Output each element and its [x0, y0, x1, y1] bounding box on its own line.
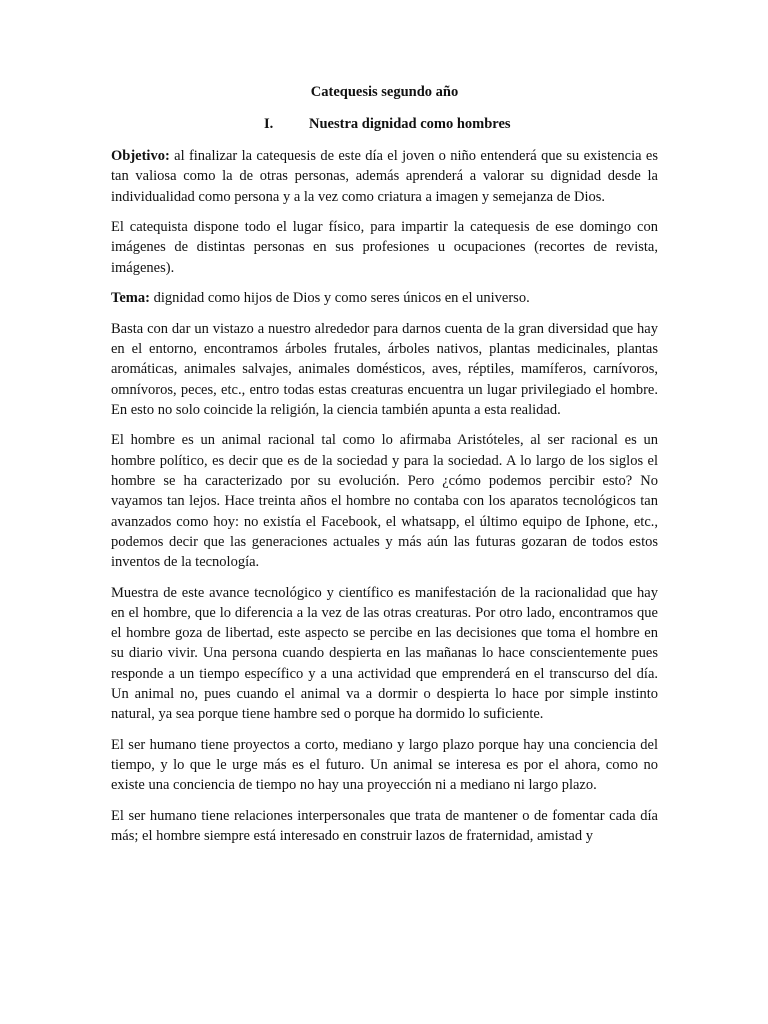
paragraph-text: El ser humano tiene relaciones interpersonales que trata de mantener o de fomentar cada día más; el hombre siempre está interesado en construir lazos de fraternidad, amistad y — [111, 807, 658, 845]
document-body — [111, 82, 658, 857]
paragraph-text: dignidad como hijos de Dios y como seres únicos en el universo. — [149, 290, 530, 307]
paragraph-text: al finalizar la catequesis de este día el joven o niño entenderá que su existencia es tan valiosa como la de otras personas, además aprenderá a valorar su dignidad desde la individualidad como persona y a la vez como criatura a imagen y semejanza de Dios. — [111, 148, 658, 205]
paragraph-proyectos — [111, 735, 658, 796]
paragraph-text: El hombre es un animal racional tal como lo afirmaba Aristóteles, al ser racional es un hombre político, es decir que es de la sociedad y para la sociedad. A lo largo de los siglos el hombre se ha caracterizado por su evolución. Pero ¿cómo podemos percibir esto? No vayamos tan lejos. Hace treinta años el hombre no contaba con los aparatos tecnológicos tan avanzados como hoy: no existía el Facebook, el whatsapp, el último equipo de Iphone, etc., podemos decir que las generaciones actuales y más aún las futuras gozaran de todos estos inventos de la tecnología. — [111, 432, 658, 571]
paragraph-animal-racional — [111, 430, 658, 572]
paragraph-diversidad — [111, 319, 658, 420]
paragraph-lead: Objetivo: — [111, 148, 170, 164]
paragraph-text: Basta con dar un vistazo a nuestro alrededor para darnos cuenta de la gran diversidad que hay en el entorno, encontramos árboles frutales, árboles nativos, plantas medicinales, plantas aromáticas, animales salvajes, animales domésticos, aves, réptiles, mamíferos, carnívoros, omnívoros, peces, etc., entro todas estas creaturas encuentra un lugar privilegiado el hombre. En esto no solo coincide la religión, la ciencia también apunta a esta realidad. — [111, 320, 658, 418]
paragraph-objetivo — [111, 146, 658, 207]
section-heading — [111, 114, 658, 134]
paragraph-tema — [111, 288, 658, 308]
paragraph-text: Muestra de este avance tecnológico y científico es manifestación de la racionalidad que hay en el hombre, que lo diferencia a la vez de las otras creaturas. Por otro lado, encontramos que el hombre goza de libertad, este aspecto se percibe en las decisiones que toma el hombre en su diario vivir. Una persona cuando despierta en las mañanas lo hace conscientemente pues responde a un tiempo específico y a una actividad que emprenderá en el transcurso del día. Un animal no, pues cuando el animal va a dormir o despierta lo hace por simple instinto natural, ya sea porque tiene hambre sed o porque ha dormido lo suficiente. — [111, 584, 658, 723]
paragraph-text: El catequista dispone todo el lugar físico, para impartir la catequesis de ese domingo con imágenes de distintas personas en sus profesiones u ocupaciones (recortes de revista, imágenes). — [111, 219, 658, 276]
paragraph-catequista — [111, 217, 658, 278]
paragraph-relaciones — [111, 806, 658, 847]
paragraph-lead: Tema: — [111, 290, 150, 307]
document-title: Catequesis segundo año — [310, 84, 459, 100]
section-title: Nuestra dignidad como hombres — [309, 116, 511, 132]
paragraph-avance-tecnologico — [111, 583, 658, 725]
section-number: I. — [264, 116, 274, 132]
paragraph-text: El ser humano tiene proyectos a corto, mediano y largo plazo porque hay una conciencia del tiempo, y lo que le urge más es el futuro. Un animal se interesa es por el ahora, como no existe una conciencia de tiempo no hay una proyección ni a mediano ni largo plazo. — [111, 736, 658, 794]
